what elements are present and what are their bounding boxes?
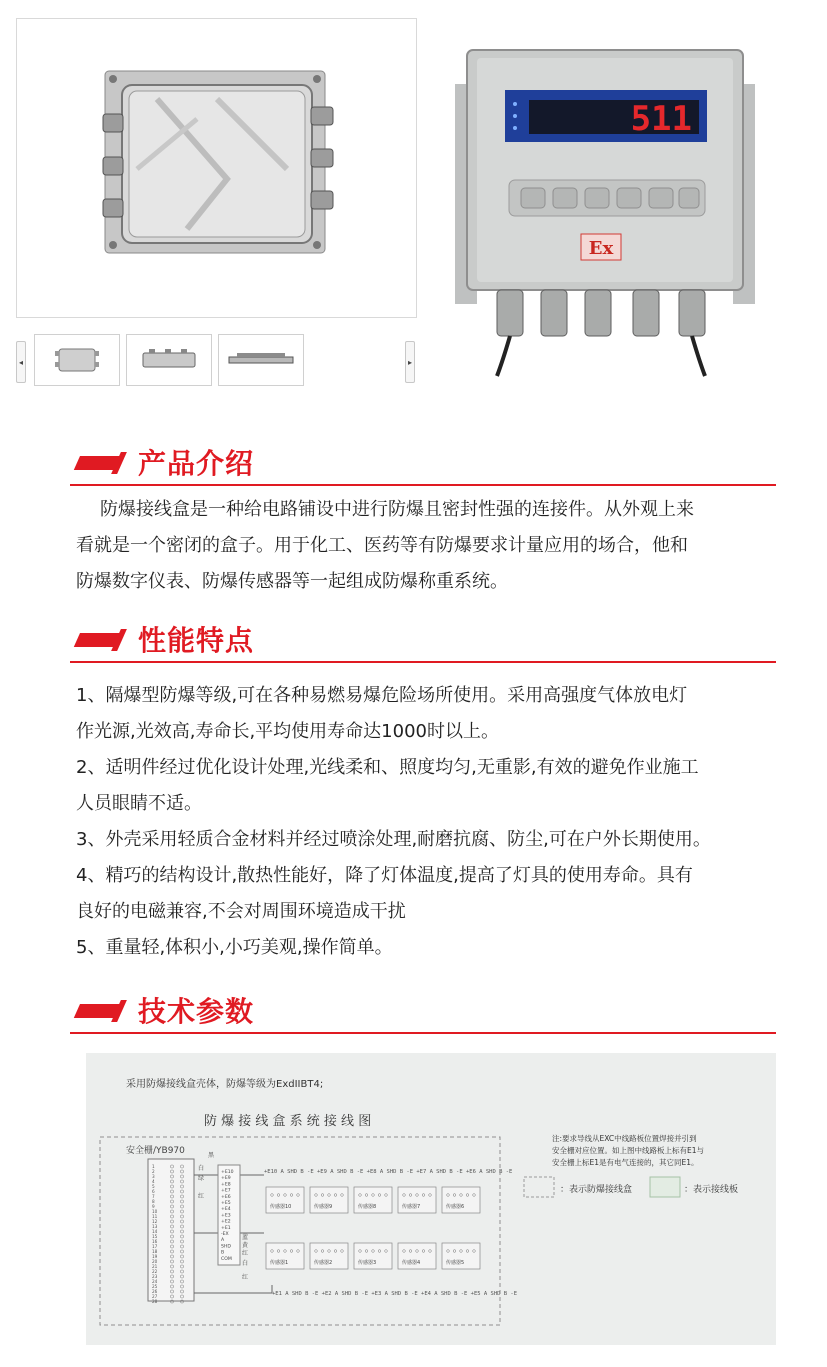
- pin-label: -EX: [221, 1232, 229, 1237]
- pin-label: +E10: [221, 1170, 234, 1175]
- pin-label: COM: [221, 1256, 232, 1262]
- section-header-intro: [70, 448, 776, 494]
- indicator-product-image: [437, 44, 770, 379]
- sensor-label: 传感器7: [402, 1204, 421, 1210]
- junction-box-top-view-icon: [35, 335, 119, 385]
- intro-line: 看就是一个密闭的盒子。用于化工、医药等有防爆要求计量应用的场合，他和: [76, 535, 688, 556]
- diagram-title: 防 爆 接 线 盒 系 统 接 线 图: [204, 1114, 372, 1129]
- barrier-label: 安全栅/YB970: [126, 1146, 185, 1156]
- chevron-right-icon: ▸: [407, 357, 412, 367]
- barrier-row-number: 7: [152, 1194, 155, 1199]
- sensor-label: 传感器9: [314, 1204, 333, 1210]
- pin-label: A: [221, 1238, 225, 1244]
- explosion-proof-indicator-illustration: [437, 44, 770, 379]
- section-title: 技术参数: [138, 995, 255, 1028]
- bottom-terminal-text: +E1 A SHD B -E +E2 A SHD B -E +E3 A SHD B -E +E4 A SHD B -E +E5 A SHD B -E: [272, 1291, 518, 1297]
- wire-label: 红: [198, 1193, 205, 1200]
- wire-label: 绿: [198, 1175, 205, 1182]
- barrier-row-number: 6: [152, 1189, 155, 1194]
- barrier-row-number: 3: [152, 1174, 155, 1179]
- pin-label: +E4: [221, 1207, 231, 1213]
- intro-line: 防爆数字仪表、防爆传感器等一起组成防爆称重系统。: [76, 571, 508, 592]
- legend-box-label: ：表示防爆接线盒: [560, 1185, 633, 1195]
- feature-line: 1、隔爆型防爆等级,可在各种易燃易爆危险场所使用。采用高强度气体放电灯: [76, 685, 688, 706]
- junction-box-side-view-icon: [127, 335, 211, 385]
- sensor-label: 传感器10: [270, 1204, 292, 1210]
- wiring-diagram-figure: [86, 1053, 776, 1345]
- junction-box-flat-view-icon: [219, 335, 303, 385]
- barrier-row-number: 20: [152, 1259, 158, 1264]
- features-list: [76, 678, 776, 966]
- barrier-row-number: 27: [152, 1294, 158, 1299]
- barrier-row-number: 19: [152, 1254, 158, 1259]
- pin-label: +E6: [221, 1194, 231, 1200]
- pin-label: B: [221, 1250, 225, 1256]
- barrier-row-number: 17: [152, 1244, 158, 1249]
- feature-line: 5、重量轻,体积小,小巧美观,操作简单。: [76, 937, 393, 958]
- section-title: 产品介绍: [138, 447, 255, 480]
- barrier-row-number: 23: [152, 1274, 158, 1279]
- header-rule: [70, 484, 776, 486]
- wire-label: 红: [242, 1250, 249, 1257]
- thumbnail-prev-button[interactable]: [16, 341, 26, 383]
- section-header-specs: [70, 996, 776, 1042]
- barrier-row-number: 25: [152, 1284, 158, 1289]
- svg-text:511: 511: [630, 99, 692, 139]
- legend-board-swatch: [650, 1177, 680, 1197]
- sensor-label: 传感器6: [446, 1204, 465, 1210]
- main-product-image[interactable]: [16, 18, 417, 318]
- barrier-row-number: 26: [152, 1289, 158, 1294]
- feature-line: 3、外壳采用轻质合金材料并经过喷涂处理,耐磨抗腐、防尘,可在户外长期使用。: [76, 829, 711, 850]
- barrier-row-number: 21: [152, 1264, 158, 1269]
- intro-paragraph: [76, 492, 776, 600]
- thumbnail-1[interactable]: [34, 334, 120, 386]
- barrier-row-number: 12: [152, 1219, 158, 1224]
- barrier-row-number: 22: [152, 1269, 158, 1274]
- pin-label: SHD: [221, 1244, 231, 1250]
- thumbnail-3[interactable]: [218, 334, 304, 386]
- pin-label: +E5: [221, 1201, 231, 1206]
- barrier-row-number: 9: [152, 1204, 155, 1209]
- section-title: 性能特点: [138, 624, 255, 657]
- pin-label: +E3: [221, 1213, 231, 1219]
- feature-line: 良好的电磁兼容,不会对周围环境造成干扰: [76, 901, 406, 922]
- junction-box-illustration: [17, 19, 416, 317]
- right-note-line-1: 注:要求导线从EXC中线路板位置焊接并引到: [552, 1134, 697, 1143]
- barrier-row-number: 11: [152, 1214, 158, 1219]
- header-rule: [70, 1032, 776, 1034]
- barrier-row-number: 4: [152, 1179, 155, 1184]
- barrier-row-number: 14: [152, 1229, 158, 1234]
- wire-label: 黑: [208, 1152, 215, 1159]
- barrier-row-number: 13: [152, 1224, 158, 1229]
- barrier-row-number: 2: [152, 1169, 155, 1174]
- figure-header-note: 采用防爆接线盒壳体，防爆等级为ExdIIBT4;: [126, 1079, 324, 1090]
- pin-label: +E9: [221, 1176, 231, 1182]
- feature-line: 人员眼睛不适。: [76, 793, 202, 814]
- sensor-label: 传感器4: [402, 1260, 421, 1266]
- sensor-label: 传感器2: [314, 1260, 333, 1266]
- barrier-row-number: 8: [152, 1199, 155, 1204]
- wire-label: 白: [198, 1165, 205, 1172]
- sensor-label: 传感器8: [358, 1204, 377, 1210]
- wire-label: 黄: [242, 1242, 249, 1249]
- barrier-row-number: 1: [152, 1164, 155, 1169]
- sensor-label: 传感器3: [358, 1260, 377, 1266]
- thumbnail-2[interactable]: [126, 334, 212, 386]
- barrier-row-number: 5: [152, 1184, 155, 1189]
- pin-label: +E7: [221, 1188, 231, 1194]
- wire-label: 白: [242, 1260, 249, 1267]
- feature-line: 作光源,光效高,寿命长,平均使用寿命达1000时以上。: [76, 721, 499, 742]
- intro-line: 防爆接线盒是一种给电路铺设中进行防爆且密封性强的连接件。从外观上来: [100, 499, 694, 520]
- sensor-label: 传感器1: [270, 1260, 289, 1266]
- barrier-row-number: 16: [152, 1239, 158, 1244]
- pin-label: +E1: [221, 1225, 231, 1231]
- barrier-row-number: 28: [152, 1299, 158, 1304]
- wiring-diagram: [86, 1053, 776, 1345]
- pin-label: +E8: [221, 1182, 231, 1188]
- barrier-row-number: 24: [152, 1279, 158, 1284]
- barrier-row-number: 15: [152, 1234, 158, 1239]
- thumbnail-next-button[interactable]: [405, 341, 415, 383]
- svg-text:Ex: Ex: [588, 238, 614, 259]
- top-terminal-text: +E10 A SHD B -E +E9 A SHD B -E +E8 A SHD B -E +E7 A SHD B -E +E6 A SHD B -E: [264, 1169, 513, 1175]
- wire-label: 红: [242, 1274, 249, 1281]
- wire-label: 蓝: [242, 1234, 249, 1241]
- legend-board-label: ：表示接线板: [684, 1185, 739, 1195]
- feature-line: 4、精巧的结构设计,散热性能好，降了灯体温度,提高了灯具的使用寿命。具有: [76, 865, 693, 886]
- barrier-row-number: 10: [152, 1209, 158, 1214]
- right-note-line-2: 安全栅对应位置。如上图中线路板上标有E1与: [552, 1146, 705, 1155]
- chevron-left-icon: ◂: [18, 357, 23, 367]
- right-note-line-3: 安全栅上标E1是有电气连接的，其它同E1。: [552, 1158, 699, 1167]
- feature-line: 2、适明件经过优化设计处理,光线柔和、照度均匀,无重影,有效的避免作业施工: [76, 757, 699, 778]
- section-header-features: [70, 625, 776, 671]
- barrier-row-number: 18: [152, 1249, 158, 1254]
- pin-label: +E2: [221, 1219, 231, 1225]
- header-rule: [70, 661, 776, 663]
- sensor-label: 传感器5: [446, 1260, 465, 1266]
